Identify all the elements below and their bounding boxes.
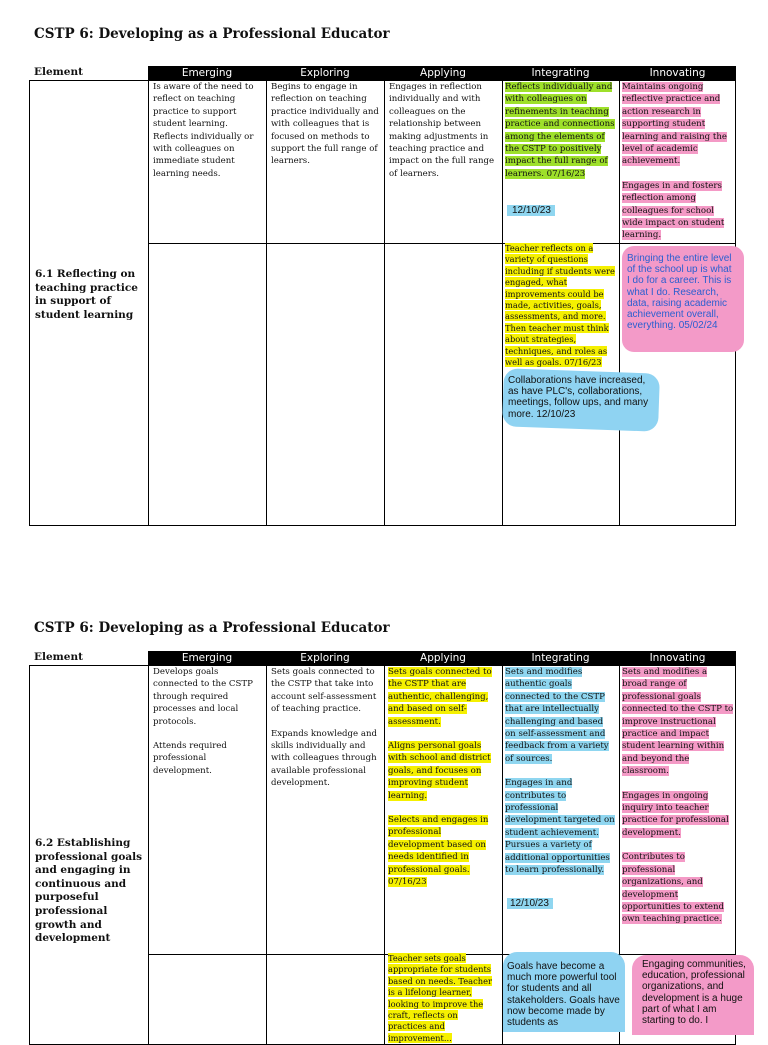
applying-text-3: Selects and engages in professional development based on needs identified in professional goals. 07/16/23 — [388, 815, 489, 888]
innovating-text-2: Engages in ongoing inquiry into teacher practice for professional development. — [622, 790, 729, 838]
exploring-text: Begins to engage in reflection on teaching practice individually and with colleagues that is focused on methods to support the full range of learners. — [271, 82, 379, 167]
col-exploring: Exploring — [266, 66, 384, 80]
section1-title: CSTP 6: Developing as a Professional Educator — [34, 26, 390, 42]
innovating-text-1: Maintains ongoing reflective practice and action research in supporting student learning and raising the level of academic achievement. — [622, 82, 727, 167]
emerging-text-1: Develops goals connected to the CSTP through required processes and local protocols. — [153, 667, 253, 727]
integrating-text-1: Sets and modifies authentic goals connected to the CSTP that are intellectually challenging and based on self-assessment and feedback from a variety of sources. — [505, 667, 609, 764]
col-integrating: Integrating — [502, 651, 619, 665]
col-integrating: Integrating — [502, 66, 619, 80]
goals-table — [29, 651, 746, 1043]
innovating-note: Engaging communities, education, professional organizations, and development is a huge part of what I am starting to do. I — [642, 959, 746, 1027]
innovating-note: Bringing the entire level of the school up is what I do for a career. This is what I do. Research, data, raising academic achievement overall, everything. 05/02/24 — [627, 253, 732, 332]
integrating-date: 12/10/23 — [507, 205, 555, 216]
integrating-row2-text: Teacher reflects on a variety of questions including if students were engaged, what improvements could be made, activities, goals, assessments, and more. Then teacher must think about strategies, techniques, and roles as well as goals. 07/16/23 — [505, 243, 615, 368]
element-header: Element — [34, 651, 83, 663]
emerging-text: Is aware of the need to reflect on teaching practice to support student learning. Reflects individually or with colleagues on immediate student learning needs. — [153, 82, 254, 179]
integrating-note: Goals have become a much more powerful tool for students and all stakeholders. Goals have now become made by students as — [507, 961, 620, 1029]
innovating-text-3: Contributes to professional organizations, and development opportunities to extend own teaching practice. — [622, 852, 725, 925]
applying-text-1: Sets goals connected to the CSTP that are authentic, challenging, and based on self-assessment. — [388, 667, 492, 727]
integrating-date: 12/10/23 — [507, 898, 553, 909]
col-emerging: Emerging — [148, 66, 266, 80]
applying-row2-text: Teacher sets goals appropriate for students based on needs. Teacher is a lifelong learner, looking to improve the craft, reflects on practices and improvement... — [388, 953, 492, 1043]
col-applying: Applying — [384, 66, 502, 80]
exploring-text-2: Expands knowledge and skills individually and with colleagues through available professional development. — [271, 728, 378, 789]
element-header: Element — [34, 66, 83, 78]
col-exploring: Exploring — [266, 651, 384, 665]
integrating-text: Reflects individually and with colleagues on refinements in teaching practice and connections among the elements of the CSTP to positively impact the full range of learners. 07/16/23 — [505, 82, 615, 179]
exploring-text-1: Sets goals connected to the CSTP that take into account self-assessment of teaching practice. — [271, 667, 377, 715]
integrating-note: Collaborations have increased, as have PLC's, collaborations, meetings, follow ups, and many more. 12/10/23 — [508, 375, 649, 420]
element-name: 6.2 Establishing professional goals and engaging in continuous and purposeful professional growth and development — [35, 837, 143, 945]
applying-text: Engages in reflection individually and with colleagues on the relationship between making adjustments in teaching practice and impact on the full range of learners. — [389, 82, 495, 179]
integrating-text-2: Engages in and contributes to professional development targeted on student achievement. Pursues a variety of additional opportunities to learn professionally. — [505, 778, 615, 876]
col-applying: Applying — [384, 651, 502, 665]
reflecting-table — [29, 66, 736, 526]
emerging-text-2: Attends required professional development. — [153, 741, 227, 776]
innovating-text-2: Engages in and fosters reflection among colleagues for school wide impact on student learning. — [622, 180, 725, 241]
col-emerging: Emerging — [148, 651, 266, 665]
element-name: 6.1 Reflecting on teaching practice in support of student learning — [35, 268, 138, 321]
applying-text-2: Aligns personal goals with school and district goals, and focuses on improving student learning. — [388, 741, 491, 801]
col-innovating: Innovating — [619, 651, 736, 665]
section2-title: CSTP 6: Developing as a Professional Educator — [34, 620, 390, 636]
innovating-text-1: Sets and modifies a broad range of professional goals connected to the CSTP to improve instructional practice and impact student learning within and beyond the classroom. — [622, 667, 734, 777]
col-innovating: Innovating — [619, 66, 736, 80]
